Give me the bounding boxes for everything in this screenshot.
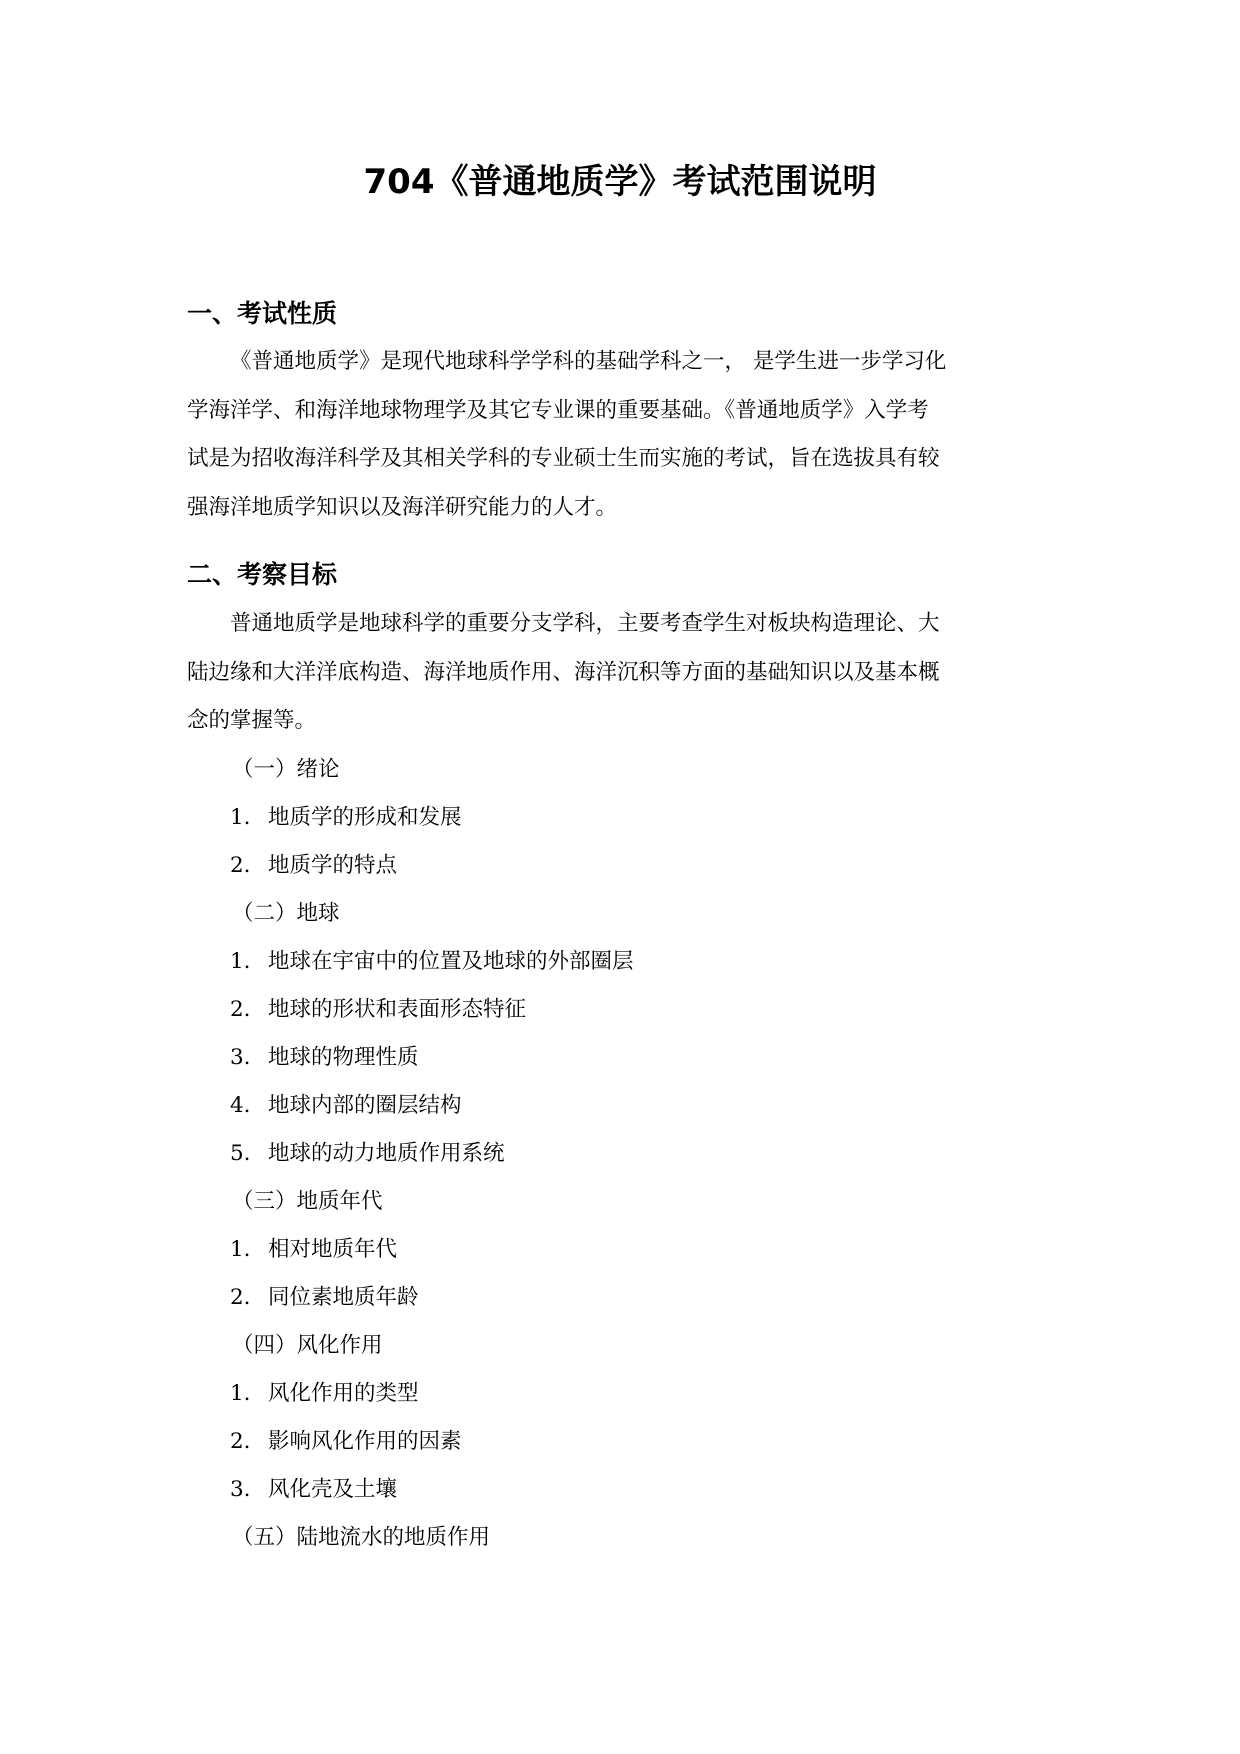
outline-item-text: 地质学的特点: [268, 853, 398, 878]
paragraph-line: 念的掌握等。: [187, 708, 317, 733]
outline-item: [230, 995, 526, 1025]
outline-item: [230, 1235, 397, 1265]
outline-item-number: 2.: [230, 1285, 251, 1310]
outline-item: [230, 1283, 419, 1313]
outline-item-text: 风化壳及土壤: [268, 1477, 398, 1502]
outline-item-text: 地球的物理性质: [268, 1045, 419, 1070]
outline-item: [230, 1427, 462, 1457]
outline-item-text: 地质学的形成和发展: [268, 805, 462, 830]
outline-subheading: （四）风化作用: [232, 1333, 383, 1358]
outline-item-text: 相对地质年代: [268, 1237, 398, 1262]
outline-item: [230, 1043, 419, 1073]
paragraph-line: 试是为招收海洋科学及其相关学科的专业硕士生而实施的考试，旨在选拔具有较: [187, 446, 940, 471]
outline-item-number: 4.: [230, 1093, 251, 1118]
outline-item: [230, 947, 634, 977]
outline-item-number: 3.: [230, 1045, 251, 1070]
paragraph-line: 陆边缘和大洋洋底构造、海洋地质作用、海洋沉积等方面的基础知识以及基本概: [187, 659, 940, 685]
outline-item-text: 地球的动力地质作用系统: [268, 1141, 505, 1166]
outline-item: [230, 851, 397, 881]
outline-item-text: 地球在宇宙中的位置及地球的外部圈层: [268, 949, 634, 974]
outline-item-number: 1.: [230, 1237, 251, 1262]
outline-item-text: 地球内部的圈层结构: [268, 1093, 462, 1118]
section-heading-exam-nature: 一、考试性质: [187, 299, 338, 328]
outline-item-number: 5.: [230, 1141, 251, 1166]
outline-subheading: （一）绪论: [232, 757, 340, 782]
section-paragraph-exam-nature: [187, 338, 1057, 532]
outline-item: [230, 1475, 397, 1505]
outline-item-number: 2.: [230, 853, 251, 878]
outline-item-number: 1.: [230, 1381, 251, 1406]
outline-subheading: （二）地球: [232, 901, 340, 926]
outline-item: [230, 1091, 462, 1121]
outline-subheading: （五）陆地流水的地质作用: [232, 1525, 491, 1550]
outline-item-number: 1.: [230, 949, 251, 974]
outline-item-number: 1.: [230, 805, 251, 830]
outline-item-text: 影响风化作用的因素: [268, 1429, 462, 1454]
outline-item-number: 2.: [230, 1429, 251, 1454]
outline-item-text: 地球的形状和表面形态特征: [268, 997, 527, 1022]
paragraph-line: 强海洋地质学知识以及海洋研究能力的人才。: [187, 494, 618, 520]
outline-item-number: 2.: [230, 997, 251, 1022]
page-title: 704《普通地质学》考试范围说明: [363, 162, 877, 202]
outline-item-text: 同位素地质年龄: [268, 1285, 419, 1310]
paragraph-line: 普通地质学是地球科学的重要分支学科，主要考查学生对板块构造理论、大: [230, 611, 940, 636]
outline-item: [230, 1139, 505, 1169]
outline-item: [230, 803, 462, 833]
outline-item: [230, 1379, 419, 1409]
section-paragraph-exam-objectives: [187, 600, 1057, 746]
outline-item-text: 风化作用的类型: [268, 1381, 419, 1406]
section-heading-exam-objectives: 二、考察目标: [187, 560, 338, 589]
paragraph-line: 学海洋学、和海洋地球物理学及其它专业课的重要基础。《普通地质学》入学考: [187, 397, 929, 423]
outline-item-number: 3.: [230, 1477, 251, 1502]
outline-subheading: （三）地质年代: [232, 1189, 383, 1214]
paragraph-line: 《普通地质学》是现代地球科学学科的基础学科之一， 是学生进一步学习化: [230, 349, 947, 374]
